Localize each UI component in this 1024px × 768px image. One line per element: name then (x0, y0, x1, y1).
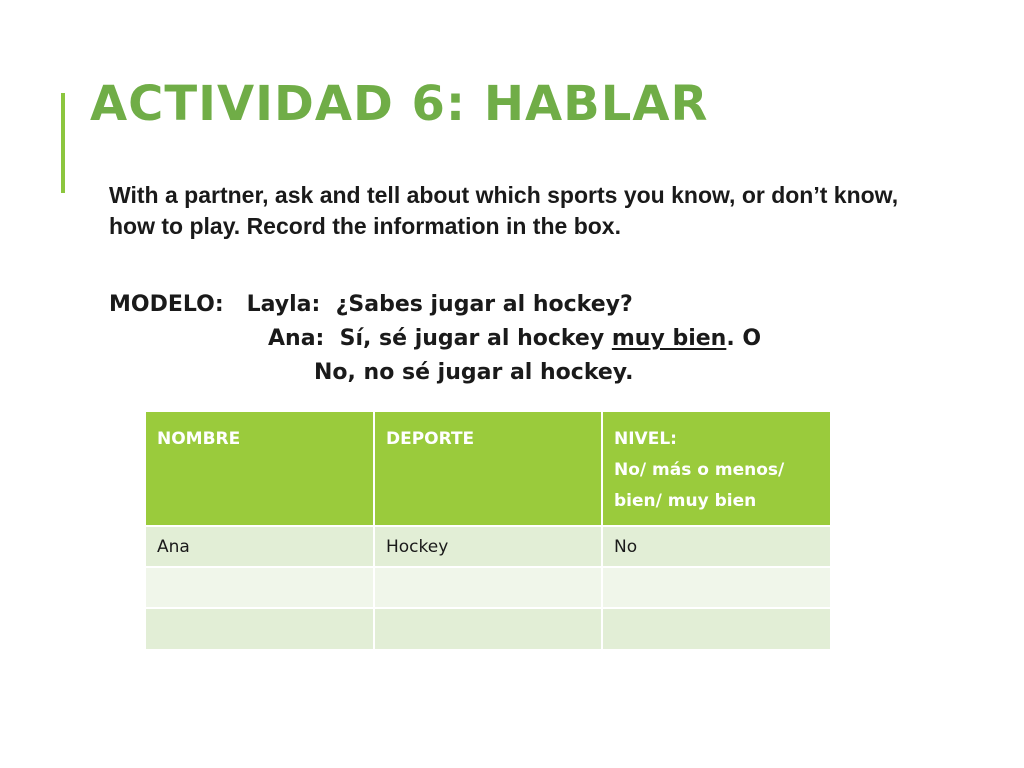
modelo-answer-yes-underlined: muy bien (611, 326, 727, 351)
instructions-text: With a partner, ask and tell about which sports you know, or don’t know, how to play. Record the information in the box. (109, 182, 899, 239)
title-accent-line (61, 93, 65, 193)
modelo-answer-yes-suffix: . O (726, 326, 762, 351)
modelo-question: MODELO: Layla: ¿Sabes jugar al hockey? (109, 292, 633, 317)
cell-deporte[interactable] (374, 608, 602, 649)
cell-nivel[interactable] (602, 567, 830, 608)
cell-nombre[interactable]: Ana (146, 526, 374, 567)
header-nivel-title: NIVEL: (614, 429, 677, 449)
table-row (146, 567, 830, 608)
header-nivel-options-1: No/ más o menos/ (614, 460, 785, 480)
cell-nivel[interactable]: No (602, 526, 830, 567)
cell-nombre[interactable] (146, 567, 374, 608)
cell-deporte[interactable] (374, 567, 602, 608)
cell-deporte[interactable]: Hockey (374, 526, 602, 567)
header-deporte: DEPORTE (374, 412, 602, 526)
slide-title: ACTIVIDAD 6: HABLAR (90, 76, 709, 132)
table-row (146, 608, 830, 649)
header-nivel-options-2: bien/ muy bien (614, 491, 757, 511)
modelo-answer-yes-prefix: Ana: Sí, sé jugar al hockey (268, 326, 612, 351)
sports-table (146, 412, 830, 649)
header-nombre: NOMBRE (146, 412, 374, 526)
modelo-answer-no: No, no sé jugar al hockey. (314, 360, 634, 385)
table-header-row (146, 412, 830, 526)
table-row (146, 526, 830, 567)
header-nivel (602, 412, 830, 526)
cell-nivel[interactable] (602, 608, 830, 649)
modelo-answer-yes (268, 324, 761, 354)
cell-nombre[interactable] (146, 608, 374, 649)
